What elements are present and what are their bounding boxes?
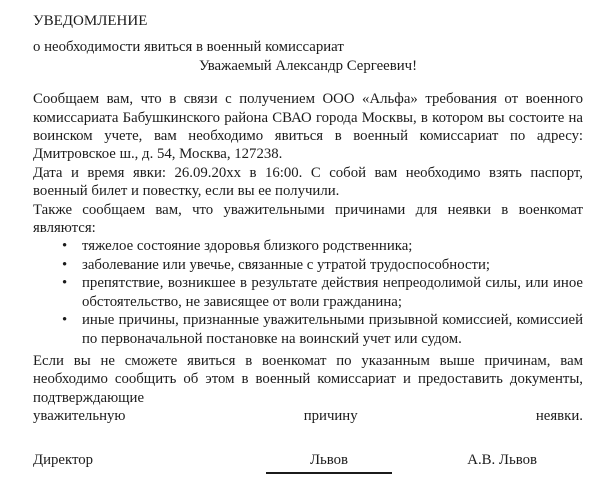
- list-item-reason-1: • тяжелое состояние здоровья близкого родственника;: [82, 237, 583, 255]
- signature-block: [33, 451, 583, 474]
- closing-word-1: уважительную: [33, 408, 126, 425]
- paragraph-closing-lastline: [33, 407, 583, 425]
- signer-full-name: А.В. Львов: [467, 451, 537, 468]
- salutation-line: Уважаемый Александр Сергеевич!: [198, 57, 418, 74]
- paragraph-closing: Если вы не сможете явиться в военкомат по указанным выше причинам, вам необходимо сообщить об этом в военный комиссариат и предоставить документы, подтверждающие: [33, 352, 583, 406]
- closing-word-3: неявки.: [535, 408, 583, 425]
- closing-word-2: причину: [303, 408, 358, 425]
- signer-position: Директор: [33, 451, 94, 468]
- document-subtitle: о необходимости явиться в военный комиссариат: [33, 39, 344, 56]
- signature-handwritten-line: Львов: [266, 451, 392, 474]
- document-title: УВЕДОМЛЕНИЕ: [33, 13, 148, 29]
- paragraph-reasons-intro: Также сообщаем вам, что уважительными причинами для неявки в военкомат являются:: [33, 201, 583, 237]
- valid-reasons-list: [33, 237, 583, 347]
- paragraph-datetime: Дата и время явки: 26.09.20хх в 16:00. С собой вам необходимо взять паспорт, военный билет и повестку, если вы ее получили.: [33, 164, 583, 200]
- list-item-reason-3: • препятствие, возникшее в результате действия непреодолимой силы, или иное обстоятельство, не зависящее от воли гражданина;: [82, 274, 583, 311]
- list-item-reason-4: • иные причины, признанные уважительными призывной комиссией, комиссией по первоначальной постановке на воинский учет или судом.: [82, 311, 583, 348]
- paragraph-notice: Сообщаем вам, что в связи с получением ООО «Альфа» требования от военного комиссариата Бабушкинского района СВАО города Москвы, в котором вы состоите на воинском учете, вам необходимо явиться в военный комиссариат по адресу: Дмитровское ш., д. 54, Москва, 127238.: [33, 91, 583, 163]
- list-item-reason-2: • заболевание или увечье, связанные с утратой трудоспособности;: [82, 256, 583, 274]
